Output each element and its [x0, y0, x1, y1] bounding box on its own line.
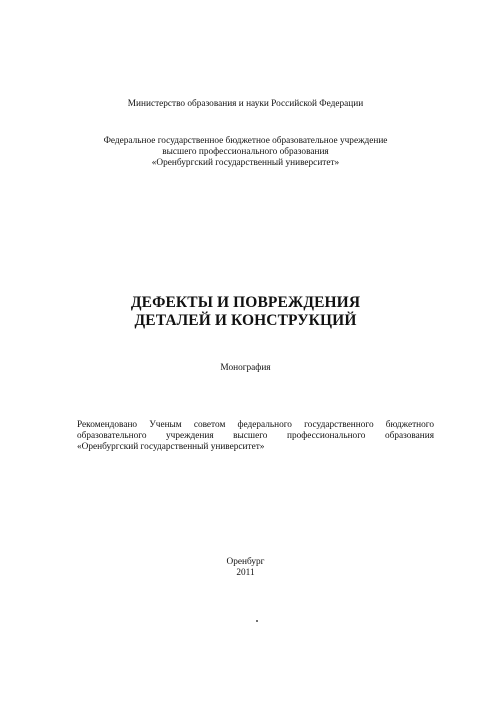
city: Оренбург	[226, 557, 265, 567]
document-type: Монография	[220, 363, 271, 373]
recommendation-line3: «Оренбургский государственный университет»	[77, 442, 265, 452]
institution-name-line2: высшего профессионального образования	[162, 147, 329, 157]
institution-name-line3: «Оренбургский государственный университет»	[151, 158, 340, 168]
recommendation-line1: Рекомендовано Ученым советом федерального государственного бюджетного	[77, 420, 434, 430]
title-line1: ДЕФЕКТЫ И ПОВРЕЖДЕНИЯ	[130, 294, 361, 311]
page-mark	[256, 620, 258, 622]
title-line2: ДЕТАЛЕЙ И КОНСТРУКЦИЙ	[134, 312, 357, 329]
recommendation-line2: образовательного учреждения высшего профессионального образования	[77, 431, 434, 441]
year: 2011	[236, 568, 255, 578]
ministry-name: Министерство образования и науки Российской Федерации	[127, 99, 364, 109]
institution-name-line1: Федеральное государственное бюджетное образовательное учреждение	[103, 136, 388, 146]
